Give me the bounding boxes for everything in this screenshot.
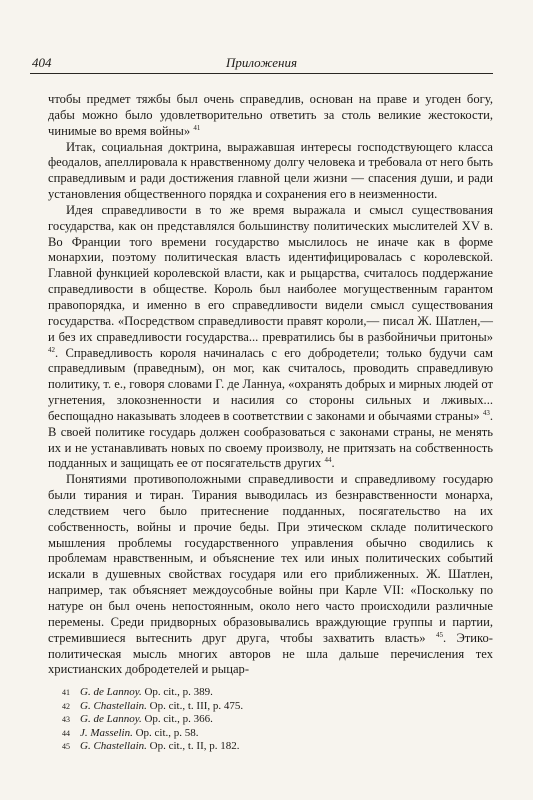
text-run: Понятиями противоположными справедливости и справедливому государю были тирания и тиран. Тирания выводилась из безнравственности монарха, следствием чего было притеснение подданных, посягательство на их собственность, войны и прочие беды. При этическом складе политического мышления проблемы государственного управления обычно сводились к проблемам нравственным, и объяснение тех или иных политических событий искали в душевных свойствах государя или его приближенных. Ж. Шатлен, например, так объясняет междоусобные войны при Карле VII: «Поскольку по натуре он был очень непостоянным, около него часто происходили различные перемены. Среди придворных образовывались враждующие группы и партии, стремившиеся вытеснить друг друга, чтобы захватить власть» bbox=[48, 472, 493, 645]
footnote-number: 42 bbox=[62, 701, 70, 711]
footnote-ref-text: Op. cit., t. III, p. 475. bbox=[149, 699, 244, 712]
running-title: Приложения bbox=[225, 55, 298, 70]
footnote-41 bbox=[62, 686, 462, 700]
text-run: . Этико-политическая мысль многих авторов не шла дальше перечисления тех христианских добродетелей и рыцар- bbox=[48, 630, 493, 677]
footnote-author: G. Chastellain. bbox=[80, 699, 147, 712]
footnote-ref[interactable]: 44 bbox=[324, 456, 332, 465]
footnote-author: G. Chastellain. bbox=[80, 740, 147, 753]
footnote-42 bbox=[62, 700, 462, 714]
footnote-number: 45 bbox=[62, 742, 70, 752]
main-text bbox=[48, 92, 493, 678]
footnote-ref[interactable]: 41 bbox=[193, 123, 201, 132]
paragraph-4 bbox=[48, 472, 493, 678]
footnote-number: 43 bbox=[62, 715, 70, 725]
footnote-ref[interactable]: 45 bbox=[435, 630, 443, 639]
footnote-ref[interactable]: 42 bbox=[48, 345, 55, 354]
footnote-43 bbox=[62, 713, 462, 727]
footnote-45 bbox=[62, 740, 462, 754]
footnote-number: 44 bbox=[62, 728, 70, 738]
text-run: . bbox=[331, 456, 335, 471]
footnote-ref-text: Op. cit., t. II, p. 182. bbox=[149, 740, 240, 753]
text-run: . Справедливость короля начиналась с его добродетели; только будучи сам справедливым (праведным), он мог, как считалось, проводить справедливую политику, т. е., говоря словами Г. де Ланнуа, «охранять добрых и мирных людей от угнетения, злокозненности и насилия со стороны сильных и лживых... беспощадно наказывать злодеев в соответствии с законами и обычаями страны» bbox=[48, 345, 493, 423]
text-run: Идея справедливости в то же время выражала и смысл существования государства, как он представлялся большинству политических мыслителей XV в. Во Франции того времени государство мыслилось не иначе как в форме монархии, поэтому политическая власть идентифицировалась с королевской. Главной функцией королевской власти, как и рыцарства, считалось поддержание справедливости в обществе. Король был наиболее могущественным гарантом правопорядка, и именно в его справедливости видели смысл существования государства. «Посредством справедливости правят короли,— писал Ж. Шатлен,— и без их справедливости государства... превратились бы в разбойничьи притоны» bbox=[48, 202, 493, 344]
page-header bbox=[30, 55, 493, 74]
footnote-ref-text: Op. cit., p. 58. bbox=[135, 726, 199, 739]
text-run: . В своей политике государь должен сообразоваться с законами страны, не менять их и не устанавливать новых по своему произволу, не притязать на собственность подданных и защищать ее от посягательств других bbox=[48, 408, 493, 471]
footnote-number: 41 bbox=[62, 688, 70, 697]
paragraph-3 bbox=[48, 203, 493, 472]
text-run: Итак, социальная доктрина, выражавшая интересы господствующего класса феодалов, апеллировала к нравственному долгу человека и требовала от него быть справедливым и ради достижения главной цели жизни — спасения души, и ради установления общественного порядка и сохранения его в неизменности. bbox=[48, 139, 493, 202]
paragraph-2 bbox=[48, 140, 493, 203]
footnote-author: G. de Lannoy. bbox=[80, 686, 142, 698]
paragraph-1 bbox=[48, 92, 493, 140]
footnote-ref-text: Op. cit., p. 366. bbox=[144, 713, 213, 726]
footnotes bbox=[62, 686, 462, 754]
text-run: чтобы предмет тяжбы был очень справедлив, основан на праве и угоден богу, дабы можно было удовлетворительно ответить за столь великие жестокости, чинимые во время войны» bbox=[48, 92, 493, 138]
footnote-author: G. de Lannoy. bbox=[80, 713, 142, 726]
page-number: 404 bbox=[32, 55, 52, 70]
footnote-ref-text: Op. cit., p. 389. bbox=[144, 686, 213, 698]
footnote-author: J. Masselin. bbox=[80, 726, 133, 739]
footnote-44 bbox=[62, 727, 462, 741]
footnote-ref[interactable]: 43 bbox=[482, 408, 490, 417]
